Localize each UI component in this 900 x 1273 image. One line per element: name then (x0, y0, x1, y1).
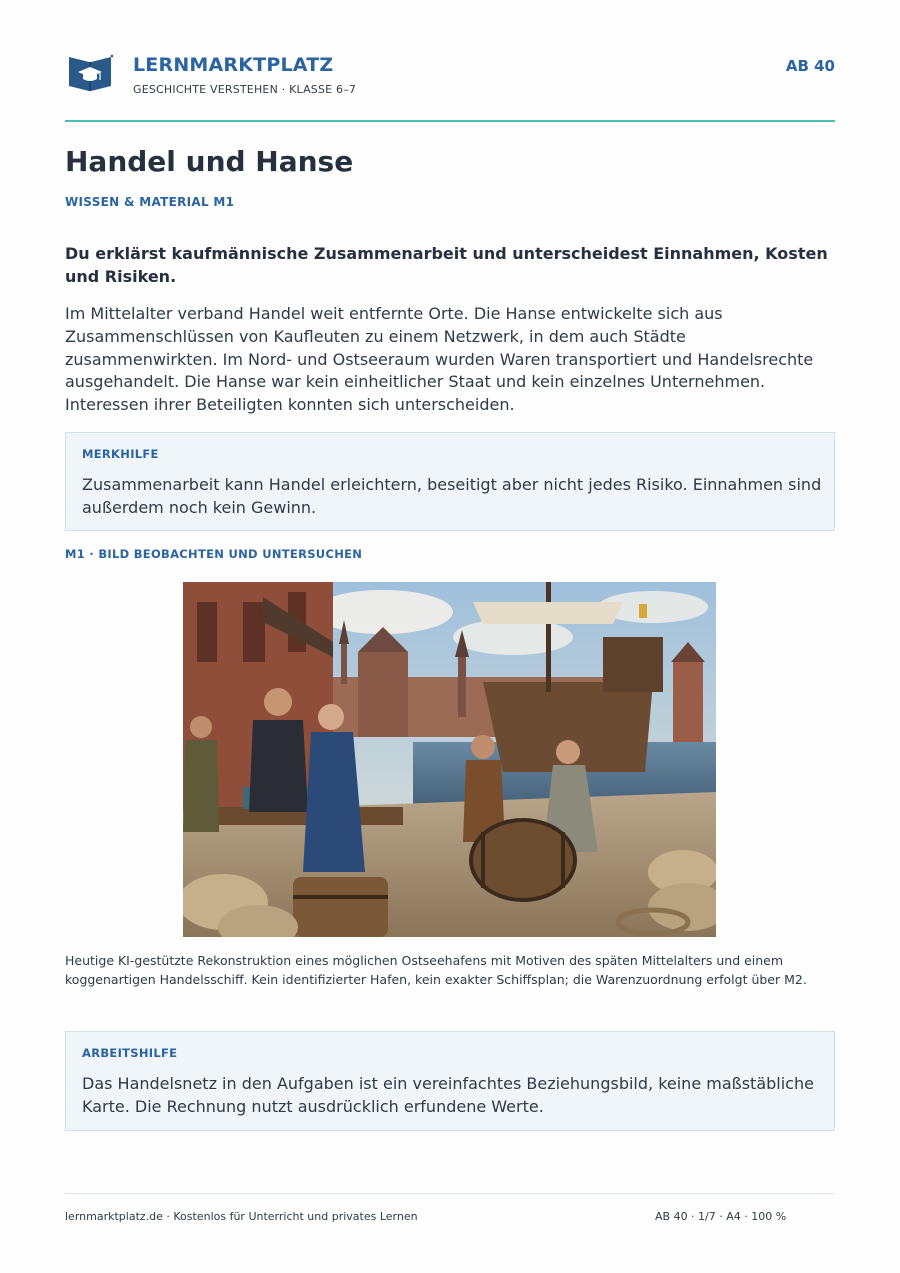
intro-paragraph: Im Mittelalter verband Handel weit entfernte Orte. Die Hanse entwickelte sich aus Zusammenschlüssen von Kaufleuten zu einem Netzwerk, in dem auch Städte zusammenwirkten. Im Nord- und Ostseeraum wurden Waren transportiert und Handelsrechte ausgehandelt. Die Hanse war kein einheitlicher Staat und kein einzelnes Unternehmen. Interessen ihrer Beteiligten konnten sich unterscheiden. (65, 304, 814, 415)
page-header (65, 50, 835, 100)
arbeitshilfe-text: Das Handelsnetz in den Aufgaben ist ein vereinfachtes Beziehungsbild, keine maßstäbliche Karte. Die Rechnung nutzt ausdrücklich erfundene Werte. (82, 1074, 814, 1116)
merkhilfe-box (65, 432, 835, 531)
brand-name: LERNMARKTPLATZ (133, 54, 334, 76)
graduation-cap-book-icon (67, 53, 113, 93)
brand-subtitle: GESCHICHTE VERSTEHEN · KLASSE 6–7 (133, 83, 357, 96)
page-title: Handel und Hanse (65, 145, 354, 178)
footer-site: lernmarktplatz.de · Kostenlos für Unterricht und privates Lernen (65, 1210, 418, 1223)
header-divider (65, 120, 835, 122)
sheet-number: AB 40 (785, 57, 835, 75)
figure-caption: Heutige KI-gestützte Rekonstruktion eines möglichen Ostseehafens mit Motiven des späten Mittelalters und einem koggenartigen Handelsschiff. Kein identifizierter Hafen, kein exakter Schiffsplan; die Warenzuordnung erfolgt über M2. (65, 953, 807, 987)
arbeitshilfe-box (65, 1031, 835, 1131)
merkhilfe-label: MERKHILFE (82, 447, 159, 461)
merkhilfe-text: Zusammenarbeit kann Handel erleichtern, beseitigt aber nicht jedes Risiko. Einnahmen sind außerdem noch kein Gewinn. (82, 475, 822, 517)
footer-page-info: AB 40 · 1/7 · A4 · 100 % (655, 1210, 787, 1223)
section-kicker: WISSEN & MATERIAL M1 (65, 195, 235, 209)
arbeitshilfe-label: ARBEITSHILFE (82, 1046, 178, 1060)
m1-heading: M1 · BILD BEOBACHTEN UND UNTERSUCHEN (65, 547, 363, 561)
learning-goal: Du erklärst kaufmännische Zusammenarbeit und unterscheidest Einnahmen, Kosten und Risiken. (65, 244, 828, 286)
footer-divider (65, 1193, 835, 1194)
harbor-illustration (183, 582, 716, 937)
